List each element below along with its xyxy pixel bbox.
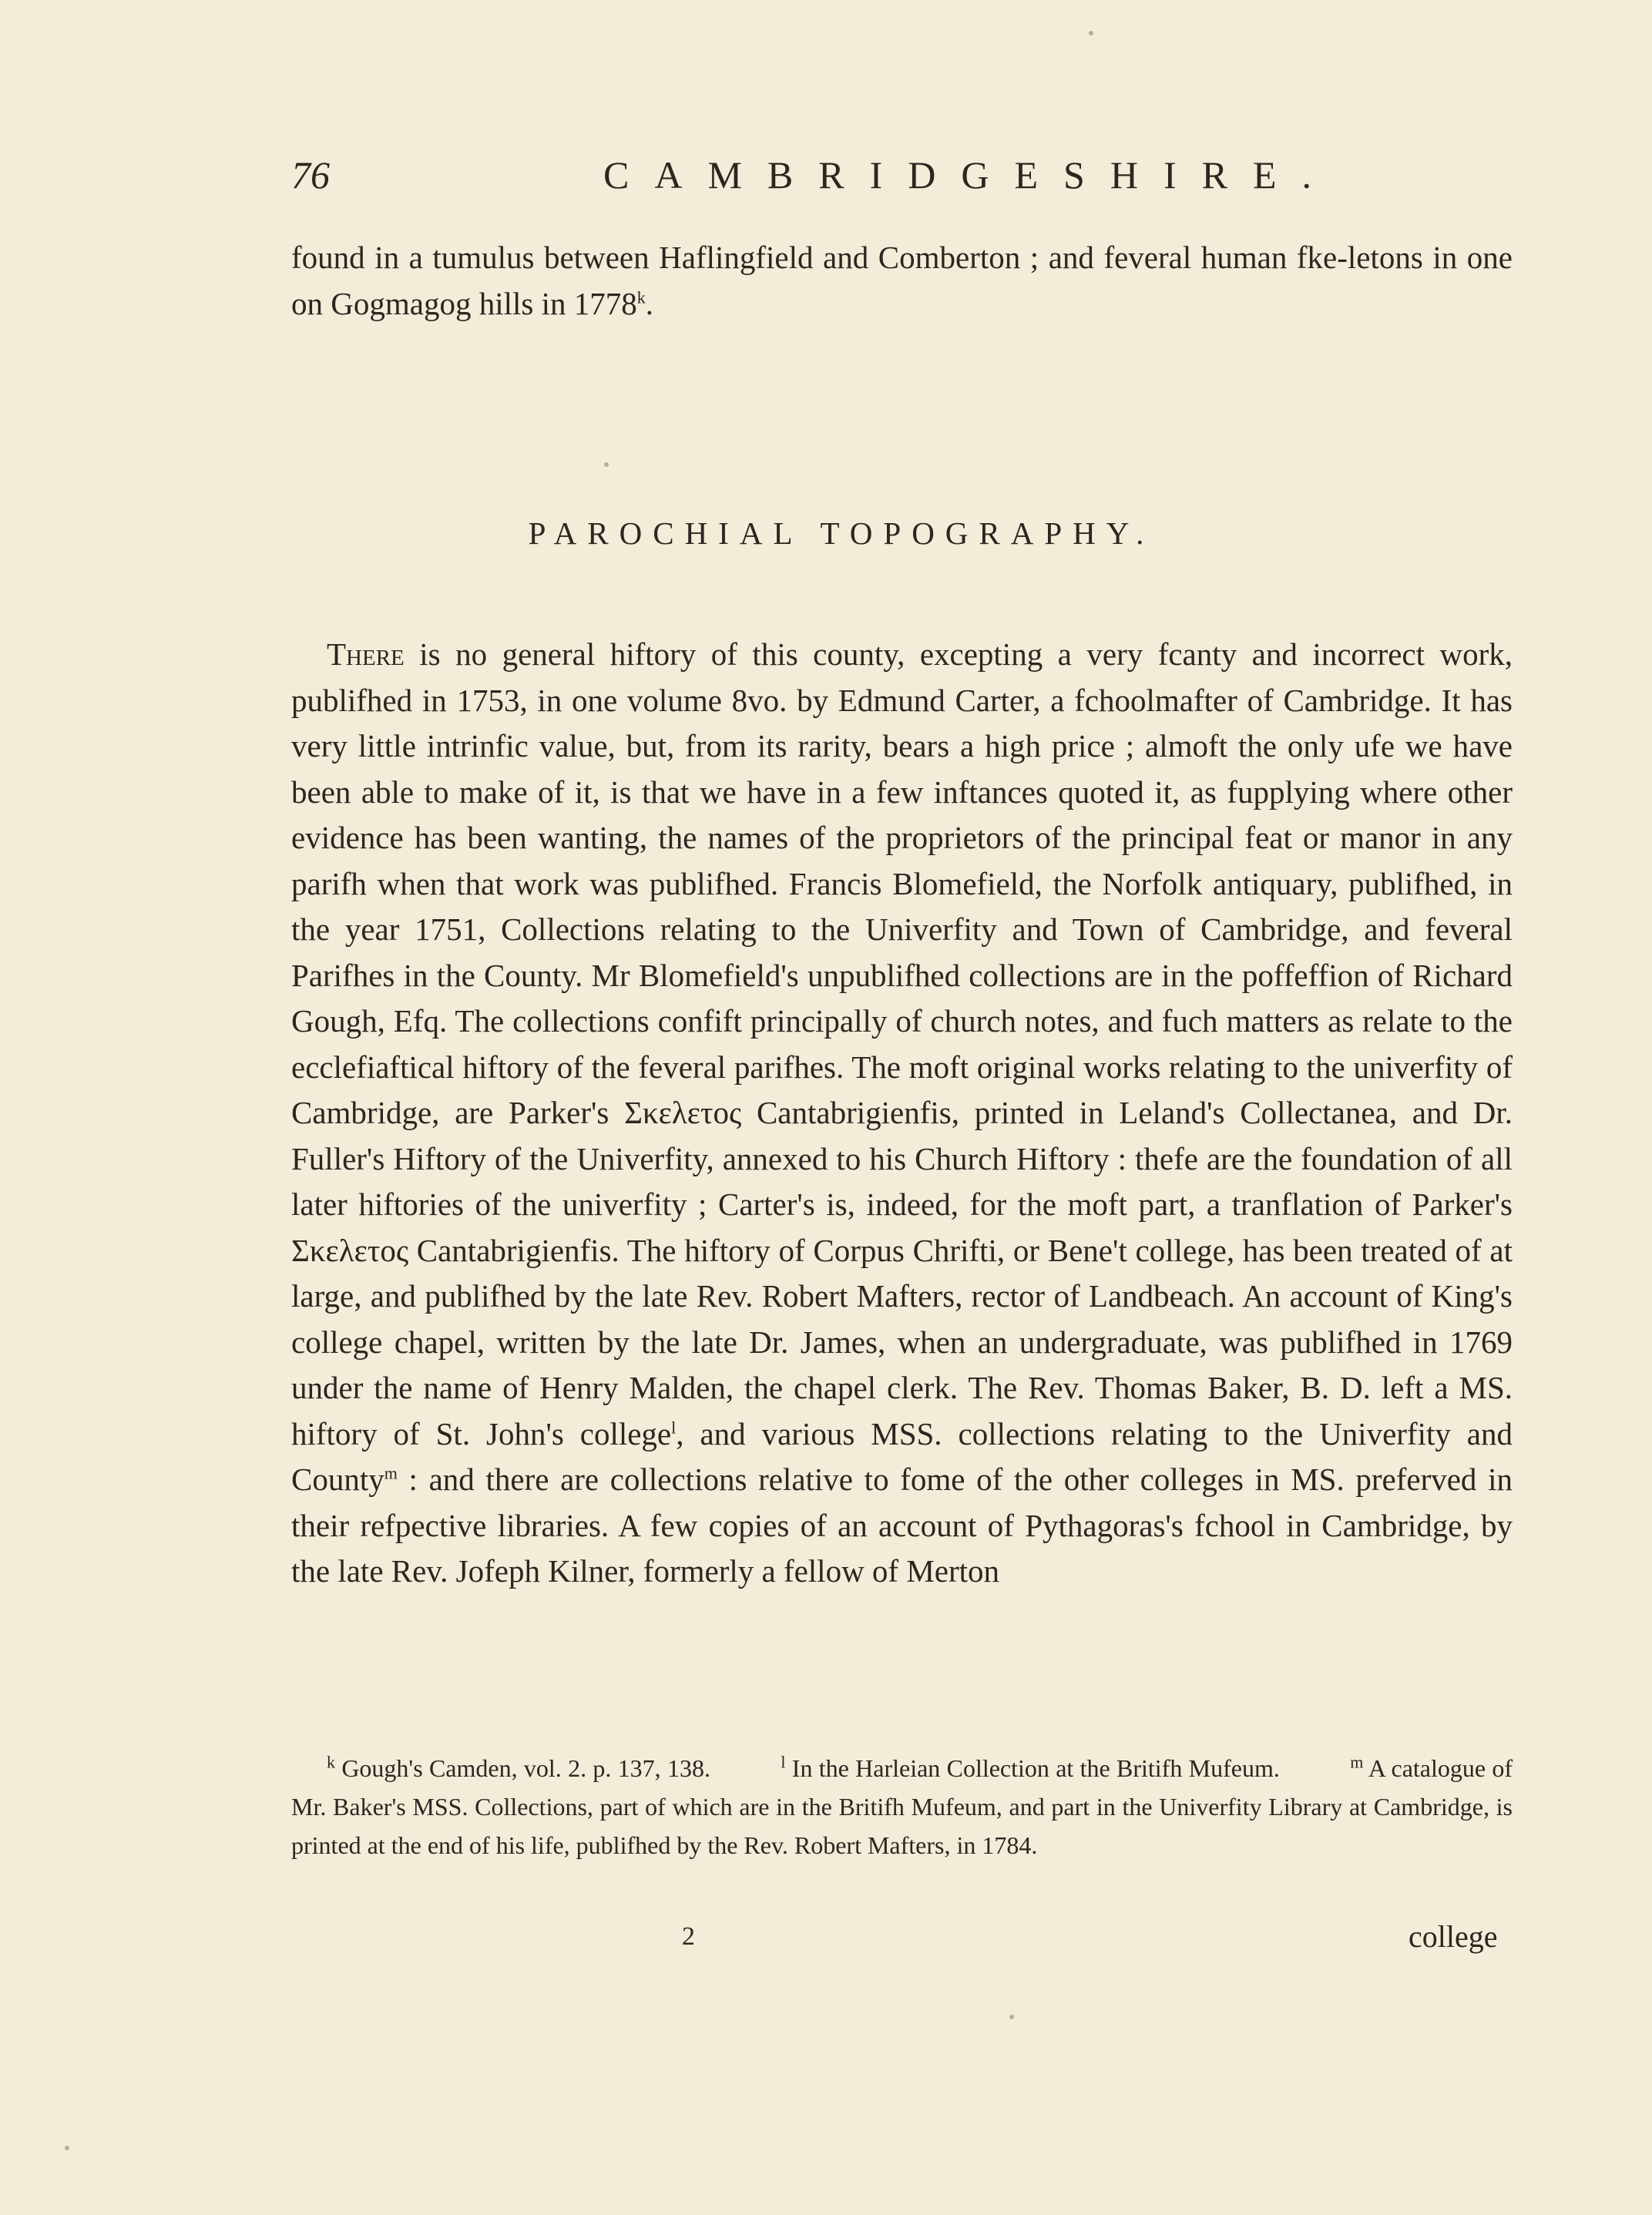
footnote-mark-m: m: [1350, 1752, 1364, 1772]
main-text-part1: is no general hiftory of this county, excepting a very fcanty and incorrect work, publifhed in 1753, in one volume 8vo. by Edmund Carter, a fchoolmafter of Cambridge. It has very little intrinfic value, but, from its rarity, bears a high price ; almoft the only ufe we have been able to make of it, is that we have in a few inftances quoted it, as fupplying where other evidence has been wanting, the names of the proprietors of the principal feat or manor in any parifh when that work was publifhed. Francis Blomefield, the Norfolk antiquary, publifhed, in the year 1751, Collections relating to the Univerfity and Town of Cambridge, and feveral Parifhes in the County. Mr Blomefield's unpublifhed collections are in the poffeffion of Richard Gough, Efq. The collections confift principally of church notes, and fuch matters as relate to the ecclefiaftical hiftory of the feveral parifhes. The moft original works relating to the univerfity of Cambridge, are Parker's Σκελετος Cantabrigienfis, printed in Leland's Collectanea, and Dr. Fuller's Hiftory of the Univerfity, annexed to his Church Hiftory : thefe are the foundation of all later hiftories of the univerfity ; Carter's is, indeed, for the moft part, a tranflation of Parker's Σκελετος Cantabrigienfis. The hiftory of Corpus Chrifti, or Bene't college, has been treated of at large, and publifhed by the late Rev. Robert Mafters, rector of Landbeach. An account of King's college chapel, written by the late Dr. James, when an undergraduate, was publifhed in 1769 under the name of Henry Malden, the chapel clerk. The Rev. Thomas Baker, B. D. left a MS. hiftory of St. John's college: [291, 636, 1513, 1451]
footnotes: [291, 1749, 1513, 1864]
footnote-ref-m: m: [384, 1463, 398, 1483]
lead-word: There: [327, 636, 405, 672]
signature-mark: 2: [682, 1922, 695, 1951]
page-header: [291, 153, 1513, 206]
footnote-ref-l: l: [671, 1417, 677, 1437]
paper-speck: [65, 2146, 69, 2150]
footnote-ref-k: k: [636, 287, 646, 307]
footnote-l-text: In the Harleian Collection at the Britifh Mufeum.: [791, 1754, 1280, 1782]
running-title: CAMBRIDGESHIRE.: [603, 153, 1337, 196]
paper-speck: [1089, 31, 1093, 35]
main-text-part3: : and there are collections relative to fome of the other colleges in MS. preferved in their refpective libraries. A few copies of an account of Pythagoras's fchool in Cambridge, by the late Rev. Jofeph Kilner, formerly a fellow of Merton: [291, 1462, 1513, 1589]
footnote-mark-k: k: [327, 1752, 335, 1772]
section-heading: PAROCHIAL TOPOGRAPHY.: [528, 515, 1155, 551]
opening-text: found in a tumulus between Haflingfield and Comberton ; and feveral human fke-letons in one on Gogmagog hills in 1778: [291, 240, 1513, 321]
page-number: 76: [291, 153, 330, 196]
main-text-part2: , and various MSS. collections relating to the Univerfity and County: [291, 1415, 1513, 1497]
footnote-k-text: Gough's Camden, vol. 2. p. 137, 138.: [341, 1754, 710, 1782]
paper-speck: [1009, 2015, 1014, 2019]
footnote-mark-l: l: [781, 1752, 786, 1772]
opening-paragraph: found in a tumulus between Haflingfield and Comberton ; and feveral human fke-letons in one on Gogmagog hills in 1778$^k$.: [291, 240, 1513, 321]
main-paragraph: [291, 632, 1513, 1595]
footnote-k-l: [291, 1749, 1513, 1864]
catchword: college: [1409, 1919, 1498, 1954]
footnote-m-text: A catalogue of Mr. Baker's MSS. Collections, part of which are in the Britifh Mufeum, and part in the Univerfity Library at Cambridge, is printed at the end of his life, publifhed by the Rev. Robert Mafters, in 1784.: [291, 1754, 1513, 1859]
paper-speck: [604, 462, 609, 467]
